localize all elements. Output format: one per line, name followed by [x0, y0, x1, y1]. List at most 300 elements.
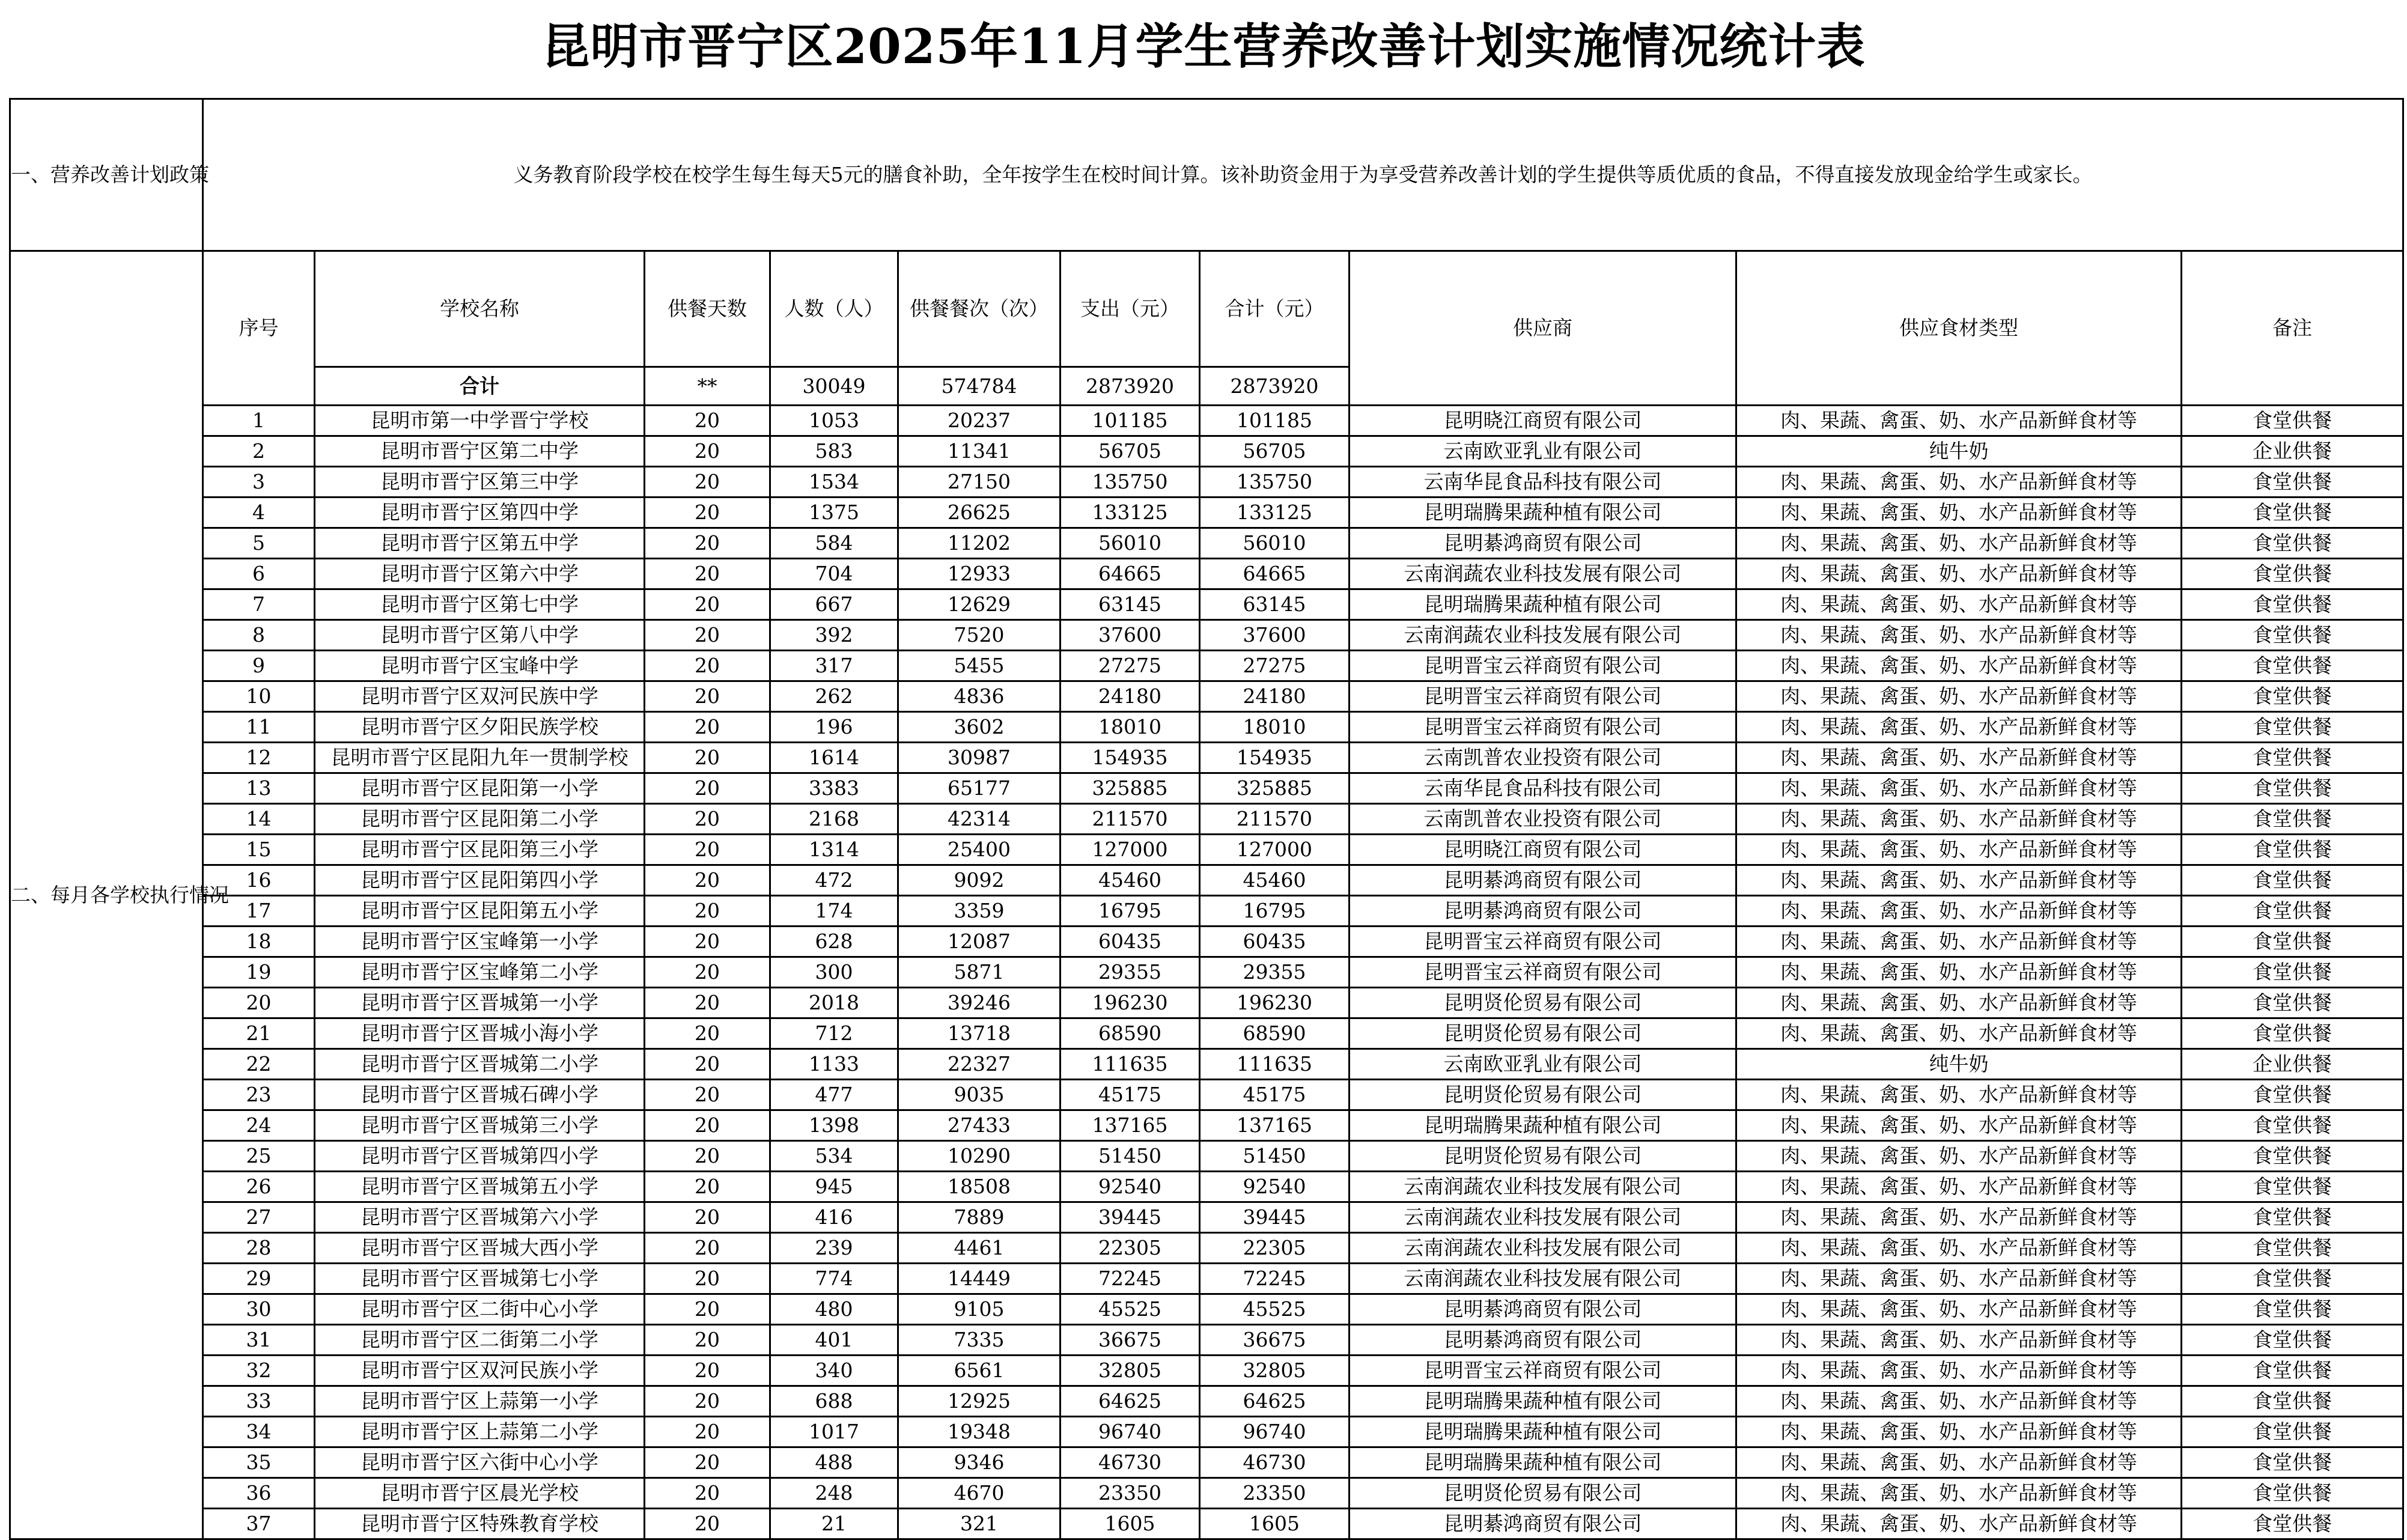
cell-total: 68590	[1200, 1018, 1350, 1049]
cell-supplier: 昆明贤伦贸易有限公司	[1350, 1018, 1736, 1049]
cell-food-type: 肉、果蔬、禽蛋、奶、水产品新鲜食材等	[1736, 1202, 2182, 1233]
cell-meals: 22327	[898, 1049, 1060, 1080]
cell-school-name: 昆明市晋宁区昆阳第三小学	[315, 835, 645, 865]
cell-expense: 127000	[1060, 835, 1200, 865]
table-row	[10, 1110, 2403, 1141]
cell-people: 583	[770, 436, 898, 467]
cell-school-name: 昆明市晋宁区昆阳第一小学	[315, 773, 645, 804]
cell-remark: 食堂供餐	[2182, 773, 2403, 804]
table-row	[10, 1356, 2403, 1386]
cell-total: 101185	[1200, 406, 1350, 436]
cell-days: 20	[645, 651, 770, 681]
cell-days: 20	[645, 1202, 770, 1233]
cell-expense: 211570	[1060, 804, 1200, 835]
cell-food-type: 肉、果蔬、禽蛋、奶、水产品新鲜食材等	[1736, 1386, 2182, 1417]
cell-school-name: 昆明市晋宁区双河民族小学	[315, 1356, 645, 1386]
cell-school-name: 昆明市晋宁区昆阳九年一贯制学校	[315, 743, 645, 773]
cell-supplier: 云南华昆食品科技有限公司	[1350, 773, 1736, 804]
cell-food-type: 肉、果蔬、禽蛋、奶、水产品新鲜食材等	[1736, 620, 2182, 651]
header-seq: 序号	[203, 251, 315, 406]
cell-school-name: 昆明市晋宁区第七中学	[315, 589, 645, 620]
cell-total: 135750	[1200, 467, 1350, 498]
cell-people: 2018	[770, 988, 898, 1018]
table-row	[10, 1417, 2403, 1447]
table-row	[10, 1386, 2403, 1417]
cell-total: 29355	[1200, 957, 1350, 988]
cell-days: 20	[645, 1447, 770, 1478]
cell-supplier: 云南凯普农业投资有限公司	[1350, 804, 1736, 835]
table-row	[10, 743, 2403, 773]
cell-total: 111635	[1200, 1049, 1350, 1080]
cell-days: 20	[645, 1049, 770, 1080]
cell-seq: 12	[203, 743, 315, 773]
cell-expense: 29355	[1060, 957, 1200, 988]
cell-meals: 39246	[898, 988, 1060, 1018]
execution-section-label: 二、每月各学校执行情况	[10, 251, 203, 1539]
table-row	[10, 620, 2403, 651]
cell-days: 20	[645, 1080, 770, 1110]
cell-meals: 4461	[898, 1233, 1060, 1264]
cell-people: 1534	[770, 467, 898, 498]
cell-meals: 3359	[898, 896, 1060, 927]
cell-remark: 食堂供餐	[2182, 988, 2403, 1018]
cell-seq: 8	[203, 620, 315, 651]
cell-total: 137165	[1200, 1110, 1350, 1141]
cell-food-type: 肉、果蔬、禽蛋、奶、水产品新鲜食材等	[1736, 498, 2182, 528]
cell-food-type: 肉、果蔬、禽蛋、奶、水产品新鲜食材等	[1736, 1294, 2182, 1325]
cell-remark: 食堂供餐	[2182, 1356, 2403, 1386]
cell-remark: 食堂供餐	[2182, 743, 2403, 773]
cell-total: 92540	[1200, 1172, 1350, 1202]
cell-total: 1605	[1200, 1509, 1350, 1539]
cell-food-type: 肉、果蔬、禽蛋、奶、水产品新鲜食材等	[1736, 1172, 2182, 1202]
cell-supplier: 昆明瑞腾果蔬种植有限公司	[1350, 589, 1736, 620]
cell-seq: 21	[203, 1018, 315, 1049]
cell-meals: 7889	[898, 1202, 1060, 1233]
cell-seq: 2	[203, 436, 315, 467]
cell-supplier: 云南润蔬农业科技发展有限公司	[1350, 1264, 1736, 1294]
cell-seq: 37	[203, 1509, 315, 1539]
cell-people: 21	[770, 1509, 898, 1539]
cell-total: 46730	[1200, 1447, 1350, 1478]
cell-supplier: 云南润蔬农业科技发展有限公司	[1350, 1233, 1736, 1264]
header-people: 人数（人）	[770, 251, 898, 367]
cell-expense: 154935	[1060, 743, 1200, 773]
table-row	[10, 1018, 2403, 1049]
cell-people: 667	[770, 589, 898, 620]
cell-total: 37600	[1200, 620, 1350, 651]
cell-people: 1314	[770, 835, 898, 865]
cell-seq: 19	[203, 957, 315, 988]
cell-remark: 食堂供餐	[2182, 1386, 2403, 1417]
cell-people: 1133	[770, 1049, 898, 1080]
cell-expense: 24180	[1060, 681, 1200, 712]
cell-seq: 31	[203, 1325, 315, 1356]
cell-seq: 17	[203, 896, 315, 927]
header-school: 学校名称	[315, 251, 645, 367]
cell-expense: 27275	[1060, 651, 1200, 681]
cell-remark: 食堂供餐	[2182, 1294, 2403, 1325]
table-row	[10, 559, 2403, 589]
cell-total: 96740	[1200, 1417, 1350, 1447]
cell-people: 317	[770, 651, 898, 681]
cell-food-type: 肉、果蔬、禽蛋、奶、水产品新鲜食材等	[1736, 1478, 2182, 1509]
cell-people: 416	[770, 1202, 898, 1233]
cell-days: 20	[645, 1478, 770, 1509]
cell-expense: 137165	[1060, 1110, 1200, 1141]
cell-people: 1375	[770, 498, 898, 528]
cell-expense: 101185	[1060, 406, 1200, 436]
cell-expense: 72245	[1060, 1264, 1200, 1294]
table-row	[10, 1478, 2403, 1509]
totals-days: **	[645, 367, 770, 406]
cell-meals: 12925	[898, 1386, 1060, 1417]
cell-seq: 23	[203, 1080, 315, 1110]
cell-expense: 60435	[1060, 927, 1200, 957]
cell-days: 20	[645, 1264, 770, 1294]
cell-total: 16795	[1200, 896, 1350, 927]
cell-supplier: 昆明晓江商贸有限公司	[1350, 835, 1736, 865]
cell-total: 63145	[1200, 589, 1350, 620]
cell-school-name: 昆明市晋宁区晋城第二小学	[315, 1049, 645, 1080]
cell-days: 20	[645, 1509, 770, 1539]
cell-food-type: 肉、果蔬、禽蛋、奶、水产品新鲜食材等	[1736, 1080, 2182, 1110]
cell-days: 20	[645, 773, 770, 804]
cell-food-type: 肉、果蔬、禽蛋、奶、水产品新鲜食材等	[1736, 1417, 2182, 1447]
cell-total: 45525	[1200, 1294, 1350, 1325]
cell-total: 36675	[1200, 1325, 1350, 1356]
header-total: 合计（元）	[1200, 251, 1350, 367]
cell-remark: 食堂供餐	[2182, 589, 2403, 620]
cell-school-name: 昆明市晋宁区第八中学	[315, 620, 645, 651]
cell-meals: 11341	[898, 436, 1060, 467]
cell-meals: 12629	[898, 589, 1060, 620]
cell-meals: 42314	[898, 804, 1060, 835]
cell-meals: 30987	[898, 743, 1060, 773]
cell-total: 51450	[1200, 1141, 1350, 1172]
cell-school-name: 昆明市晋宁区晋城第一小学	[315, 988, 645, 1018]
policy-text: 义务教育阶段学校在校学生每生每天5元的膳食补助，全年按学生在校时间计算。该补助资金用于为享受营养改善计划的学生提供等质优质的食品，不得直接发放现金给学生或家长。	[203, 99, 2403, 251]
cell-seq: 3	[203, 467, 315, 498]
header-remark: 备注	[2182, 251, 2403, 406]
cell-food-type: 肉、果蔬、禽蛋、奶、水产品新鲜食材等	[1736, 1356, 2182, 1386]
cell-supplier: 云南润蔬农业科技发展有限公司	[1350, 1172, 1736, 1202]
cell-days: 20	[645, 988, 770, 1018]
cell-food-type: 肉、果蔬、禽蛋、奶、水产品新鲜食材等	[1736, 406, 2182, 436]
cell-days: 20	[645, 865, 770, 896]
cell-school-name: 昆明市晋宁区上蒜第二小学	[315, 1417, 645, 1447]
cell-food-type: 肉、果蔬、禽蛋、奶、水产品新鲜食材等	[1736, 467, 2182, 498]
cell-food-type: 肉、果蔬、禽蛋、奶、水产品新鲜食材等	[1736, 1325, 2182, 1356]
cell-expense: 68590	[1060, 1018, 1200, 1049]
cell-days: 20	[645, 498, 770, 528]
header-row	[10, 251, 2403, 367]
cell-seq: 5	[203, 528, 315, 559]
cell-people: 196	[770, 712, 898, 743]
cell-remark: 食堂供餐	[2182, 865, 2403, 896]
header-meals: 供餐餐次（次）	[898, 251, 1060, 367]
cell-remark: 食堂供餐	[2182, 927, 2403, 957]
table-row	[10, 1233, 2403, 1264]
cell-total: 45460	[1200, 865, 1350, 896]
cell-food-type: 肉、果蔬、禽蛋、奶、水产品新鲜食材等	[1736, 1141, 2182, 1172]
cell-seq: 20	[203, 988, 315, 1018]
cell-remark: 食堂供餐	[2182, 620, 2403, 651]
cell-supplier: 云南润蔬农业科技发展有限公司	[1350, 620, 1736, 651]
cell-supplier: 昆明贤伦贸易有限公司	[1350, 1080, 1736, 1110]
cell-seq: 29	[203, 1264, 315, 1294]
cell-total: 56010	[1200, 528, 1350, 559]
cell-supplier: 云南润蔬农业科技发展有限公司	[1350, 1202, 1736, 1233]
cell-total: 64625	[1200, 1386, 1350, 1417]
cell-people: 3383	[770, 773, 898, 804]
cell-expense: 18010	[1060, 712, 1200, 743]
cell-seq: 33	[203, 1386, 315, 1417]
cell-total: 325885	[1200, 773, 1350, 804]
cell-total: 27275	[1200, 651, 1350, 681]
cell-people: 1614	[770, 743, 898, 773]
table-row	[10, 1202, 2403, 1233]
cell-days: 20	[645, 1356, 770, 1386]
cell-meals: 9105	[898, 1294, 1060, 1325]
cell-people: 480	[770, 1294, 898, 1325]
table-row	[10, 1447, 2403, 1478]
cell-days: 20	[645, 927, 770, 957]
cell-meals: 26625	[898, 498, 1060, 528]
table-row	[10, 528, 2403, 559]
cell-meals: 18508	[898, 1172, 1060, 1202]
table-row	[10, 988, 2403, 1018]
cell-seq: 6	[203, 559, 315, 589]
cell-seq: 10	[203, 681, 315, 712]
cell-days: 20	[645, 743, 770, 773]
cell-total: 60435	[1200, 927, 1350, 957]
cell-meals: 10290	[898, 1141, 1060, 1172]
cell-school-name: 昆明市晋宁区上蒜第一小学	[315, 1386, 645, 1417]
table-row	[10, 957, 2403, 988]
cell-supplier: 昆明瑞腾果蔬种植有限公司	[1350, 1417, 1736, 1447]
cell-remark: 食堂供餐	[2182, 559, 2403, 589]
cell-supplier: 昆明瑞腾果蔬种植有限公司	[1350, 498, 1736, 528]
cell-days: 20	[645, 835, 770, 865]
cell-days: 20	[645, 1110, 770, 1141]
cell-seq: 36	[203, 1478, 315, 1509]
cell-seq: 16	[203, 865, 315, 896]
cell-school-name: 昆明市晋宁区第二中学	[315, 436, 645, 467]
cell-seq: 13	[203, 773, 315, 804]
cell-expense: 45525	[1060, 1294, 1200, 1325]
cell-meals: 5455	[898, 651, 1060, 681]
cell-expense: 37600	[1060, 620, 1200, 651]
cell-food-type: 肉、果蔬、禽蛋、奶、水产品新鲜食材等	[1736, 1018, 2182, 1049]
cell-total: 18010	[1200, 712, 1350, 743]
cell-supplier: 昆明晋宝云祥商贸有限公司	[1350, 1356, 1736, 1386]
cell-seq: 30	[203, 1294, 315, 1325]
table-row	[10, 804, 2403, 835]
cell-remark: 食堂供餐	[2182, 1478, 2403, 1509]
table-row	[10, 865, 2403, 896]
cell-days: 20	[645, 1172, 770, 1202]
cell-people: 300	[770, 957, 898, 988]
cell-supplier: 昆明晋宝云祥商贸有限公司	[1350, 712, 1736, 743]
header-food-type: 供应食材类型	[1736, 251, 2182, 406]
cell-seq: 32	[203, 1356, 315, 1386]
cell-remark: 食堂供餐	[2182, 1264, 2403, 1294]
cell-expense: 133125	[1060, 498, 1200, 528]
cell-expense: 64625	[1060, 1386, 1200, 1417]
cell-people: 1053	[770, 406, 898, 436]
cell-food-type: 肉、果蔬、禽蛋、奶、水产品新鲜食材等	[1736, 896, 2182, 927]
cell-days: 20	[645, 528, 770, 559]
cell-expense: 56705	[1060, 436, 1200, 467]
cell-school-name: 昆明市晋宁区二街中心小学	[315, 1294, 645, 1325]
cell-total: 24180	[1200, 681, 1350, 712]
cell-people: 1017	[770, 1417, 898, 1447]
table-row	[10, 1049, 2403, 1080]
cell-food-type: 肉、果蔬、禽蛋、奶、水产品新鲜食材等	[1736, 927, 2182, 957]
cell-remark: 食堂供餐	[2182, 835, 2403, 865]
cell-meals: 19348	[898, 1417, 1060, 1447]
cell-expense: 39445	[1060, 1202, 1200, 1233]
cell-remark: 食堂供餐	[2182, 651, 2403, 681]
cell-food-type: 肉、果蔬、禽蛋、奶、水产品新鲜食材等	[1736, 681, 2182, 712]
cell-total: 133125	[1200, 498, 1350, 528]
cell-remark: 食堂供餐	[2182, 1018, 2403, 1049]
cell-remark: 食堂供餐	[2182, 957, 2403, 988]
totals-meals: 574784	[898, 367, 1060, 406]
cell-days: 20	[645, 804, 770, 835]
table-row	[10, 406, 2403, 436]
cell-remark: 食堂供餐	[2182, 528, 2403, 559]
cell-total: 39445	[1200, 1202, 1350, 1233]
cell-days: 20	[645, 957, 770, 988]
page-title: 昆明市晋宁区2025年11月学生营养改善计划实施情况统计表	[541, 17, 1866, 75]
cell-supplier: 昆明綦鸿商贸有限公司	[1350, 865, 1736, 896]
cell-supplier: 云南凯普农业投资有限公司	[1350, 743, 1736, 773]
cell-remark: 食堂供餐	[2182, 467, 2403, 498]
cell-meals: 4670	[898, 1478, 1060, 1509]
cell-school-name: 昆明市晋宁区晋城第五小学	[315, 1172, 645, 1202]
cell-expense: 51450	[1060, 1141, 1200, 1172]
cell-people: 628	[770, 927, 898, 957]
table-row	[10, 589, 2403, 620]
cell-expense: 46730	[1060, 1447, 1200, 1478]
cell-school-name: 昆明市晋宁区第五中学	[315, 528, 645, 559]
cell-food-type: 肉、果蔬、禽蛋、奶、水产品新鲜食材等	[1736, 589, 2182, 620]
cell-school-name: 昆明市晋宁区夕阳民族学校	[315, 712, 645, 743]
cell-supplier: 昆明贤伦贸易有限公司	[1350, 1141, 1736, 1172]
cell-people: 239	[770, 1233, 898, 1264]
table-row	[10, 896, 2403, 927]
cell-meals: 12933	[898, 559, 1060, 589]
cell-days: 20	[645, 896, 770, 927]
cell-expense: 45460	[1060, 865, 1200, 896]
cell-people: 174	[770, 896, 898, 927]
cell-total: 64665	[1200, 559, 1350, 589]
cell-meals: 12087	[898, 927, 1060, 957]
cell-supplier: 昆明綦鸿商贸有限公司	[1350, 528, 1736, 559]
cell-remark: 食堂供餐	[2182, 1447, 2403, 1478]
cell-school-name: 昆明市第一中学晋宁学校	[315, 406, 645, 436]
cell-days: 20	[645, 1233, 770, 1264]
cell-supplier: 云南华昆食品科技有限公司	[1350, 467, 1736, 498]
cell-school-name: 昆明市晋宁区晋城大西小学	[315, 1233, 645, 1264]
cell-food-type: 肉、果蔬、禽蛋、奶、水产品新鲜食材等	[1736, 1233, 2182, 1264]
cell-school-name: 昆明市晋宁区第三中学	[315, 467, 645, 498]
cell-total: 127000	[1200, 835, 1350, 865]
cell-expense: 135750	[1060, 467, 1200, 498]
cell-meals: 6561	[898, 1356, 1060, 1386]
cell-meals: 14449	[898, 1264, 1060, 1294]
cell-seq: 27	[203, 1202, 315, 1233]
cell-supplier: 云南欧亚乳业有限公司	[1350, 1049, 1736, 1080]
cell-food-type: 肉、果蔬、禽蛋、奶、水产品新鲜食材等	[1736, 1509, 2182, 1539]
cell-food-type: 肉、果蔬、禽蛋、奶、水产品新鲜食材等	[1736, 1110, 2182, 1141]
cell-food-type: 纯牛奶	[1736, 1049, 2182, 1080]
cell-expense: 111635	[1060, 1049, 1200, 1080]
cell-days: 20	[645, 1325, 770, 1356]
cell-days: 20	[645, 1018, 770, 1049]
cell-seq: 15	[203, 835, 315, 865]
table-row	[10, 1509, 2403, 1539]
cell-days: 20	[645, 1417, 770, 1447]
table-row	[10, 467, 2403, 498]
cell-seq: 26	[203, 1172, 315, 1202]
cell-remark: 食堂供餐	[2182, 498, 2403, 528]
cell-remark: 食堂供餐	[2182, 1233, 2403, 1264]
cell-days: 20	[645, 620, 770, 651]
cell-meals: 65177	[898, 773, 1060, 804]
cell-expense: 96740	[1060, 1417, 1200, 1447]
totals-expense: 2873920	[1060, 367, 1200, 406]
cell-people: 774	[770, 1264, 898, 1294]
cell-people: 392	[770, 620, 898, 651]
cell-remark: 食堂供餐	[2182, 1110, 2403, 1141]
cell-people: 2168	[770, 804, 898, 835]
cell-total: 196230	[1200, 988, 1350, 1018]
cell-seq: 18	[203, 927, 315, 957]
table-row	[10, 1325, 2403, 1356]
cell-people: 401	[770, 1325, 898, 1356]
cell-supplier: 昆明贤伦贸易有限公司	[1350, 988, 1736, 1018]
cell-people: 262	[770, 681, 898, 712]
cell-seq: 22	[203, 1049, 315, 1080]
cell-total: 56705	[1200, 436, 1350, 467]
cell-remark: 食堂供餐	[2182, 1509, 2403, 1539]
cell-supplier: 昆明瑞腾果蔬种植有限公司	[1350, 1110, 1736, 1141]
header-supplier: 供应商	[1350, 251, 1736, 406]
cell-expense: 16795	[1060, 896, 1200, 927]
cell-expense: 63145	[1060, 589, 1200, 620]
cell-supplier: 昆明晓江商贸有限公司	[1350, 406, 1736, 436]
cell-total: 22305	[1200, 1233, 1350, 1264]
cell-school-name: 昆明市晋宁区晋城第六小学	[315, 1202, 645, 1233]
cell-school-name: 昆明市晋宁区昆阳第五小学	[315, 896, 645, 927]
cell-total: 154935	[1200, 743, 1350, 773]
cell-food-type: 肉、果蔬、禽蛋、奶、水产品新鲜食材等	[1736, 1264, 2182, 1294]
cell-food-type: 肉、果蔬、禽蛋、奶、水产品新鲜食材等	[1736, 528, 2182, 559]
cell-food-type: 肉、果蔬、禽蛋、奶、水产品新鲜食材等	[1736, 743, 2182, 773]
cell-supplier: 昆明晋宝云祥商贸有限公司	[1350, 957, 1736, 988]
cell-school-name: 昆明市晋宁区第六中学	[315, 559, 645, 589]
cell-school-name: 昆明市晋宁区宝峰中学	[315, 651, 645, 681]
cell-food-type: 肉、果蔬、禽蛋、奶、水产品新鲜食材等	[1736, 559, 2182, 589]
cell-school-name: 昆明市晋宁区特殊教育学校	[315, 1509, 645, 1539]
statistics-table	[9, 98, 2404, 1540]
cell-meals: 5871	[898, 957, 1060, 988]
cell-people: 1398	[770, 1110, 898, 1141]
cell-school-name: 昆明市晋宁区宝峰第二小学	[315, 957, 645, 988]
